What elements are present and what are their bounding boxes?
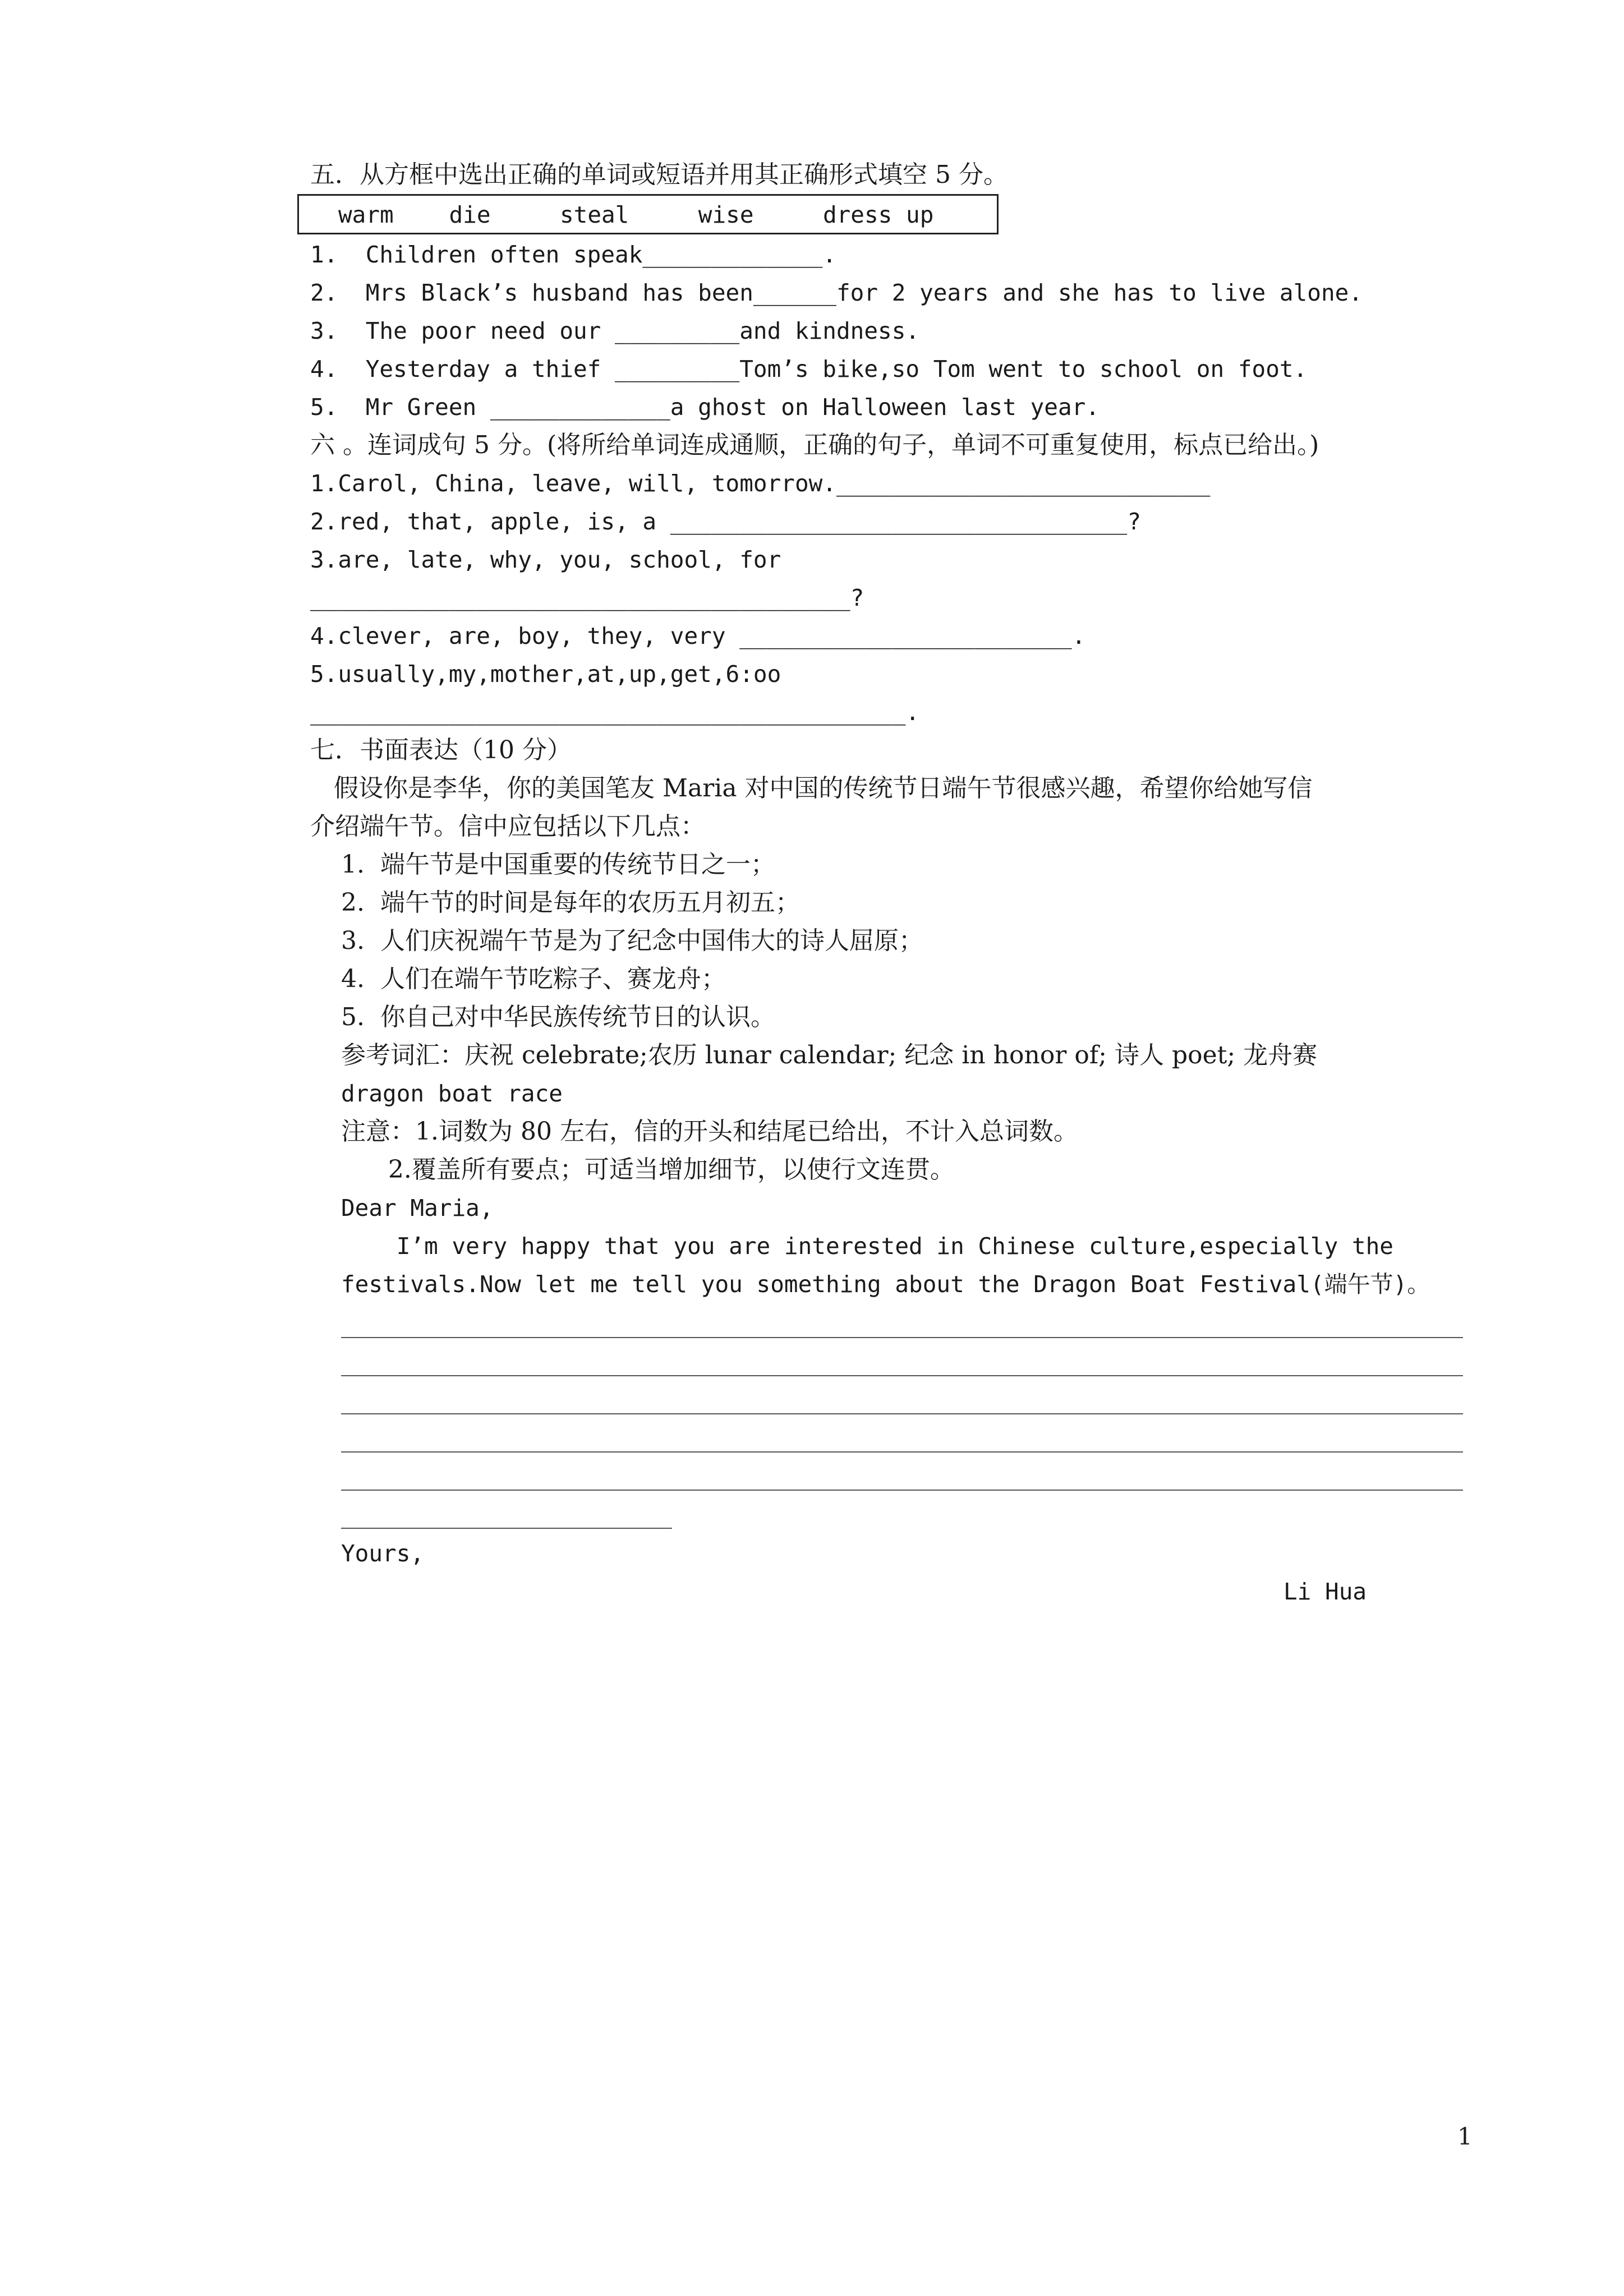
section7-vocab-line-2: dragon boat race (341, 1080, 563, 1107)
section7-note-line-1: 注意：1.词数为 80 左右，信的开头和结尾已给出，不计入总词数。 (341, 1117, 1078, 1146)
writing-line-3[interactable] (341, 1413, 1463, 1414)
word-box-words: warm die steal wise dress up (338, 201, 934, 228)
section6-item-2: 2.red, that, apple, is, a _________________________________? (310, 508, 1142, 535)
section6-item-4: 4.clever, are, boy, they, very ________________________. (310, 623, 1086, 649)
section7-point-4: 4. 人们在端午节吃粽子、赛龙舟； (341, 965, 726, 993)
section7-vocab-line-1: 参考词汇：庆祝 celebrate;农历 lunar calendar; 纪念 in honor of; 诗人 poet; 龙舟赛 (341, 1041, 1318, 1069)
letter-salutation: Dear Maria, (341, 1195, 494, 1221)
writing-line-4[interactable] (341, 1451, 1463, 1453)
writing-line-5[interactable] (341, 1490, 1463, 1491)
section7-note-line-2: 2.覆盖所有要点；可适当增加细节，以使行文连贯。 (341, 1155, 955, 1184)
section6-heading: 六 。连词成句 5 分。(将所给单词连成通顺，正确的句子，单词不可重复使用，标点已给出。) (310, 431, 1319, 459)
section7-prompt-line-1: 假设你是李华，你的美国笔友 Maria 对中国的传统节日端午节很感兴趣，希望你给她写信 (310, 774, 1313, 803)
letter-signature: Li Hua (1283, 1578, 1367, 1605)
section6-item-5: 5.usually,my,mother,at,up,get,6:oo (310, 661, 781, 688)
section5-item-1: 1. Children often speak_____________. (310, 241, 836, 268)
section6-item-1: 1.Carol, China, leave, will, tomorrow.___________________________ (310, 470, 1211, 497)
section5-heading: 五．从方框中选出正确的单词或短语并用其正确形式填空 5 分。 (310, 160, 1008, 189)
section7-point-5: 5. 你自己对中华民族传统节日的认识。 (341, 1003, 775, 1031)
section6-item-5-blank: ___________________________________________. (310, 699, 920, 726)
section7-prompt-line-2: 介绍端午节。信中应包括以下几点： (310, 812, 705, 841)
section7-point-1: 1. 端午节是中国重要的传统节日之一； (341, 850, 775, 879)
section6-item-3: 3.are, late, why, you, school, for (310, 546, 781, 573)
section5-item-3: 3. The poor need our _________and kindness. (310, 317, 920, 344)
section5-item-2: 2. Mrs Black’s husband has been______for 2 years and she has to live alone. (310, 279, 1363, 306)
section5-item-5: 5. Mr Green _____________a ghost on Halloween last year. (310, 394, 1099, 421)
word-box (297, 194, 999, 234)
section6-item-3-blank: _______________________________________? (310, 584, 864, 611)
letter-closing: Yours, (341, 1540, 425, 1567)
writing-line-2[interactable] (341, 1375, 1463, 1376)
writing-line-6[interactable] (341, 1528, 672, 1529)
writing-line-1[interactable] (341, 1337, 1463, 1338)
letter-line-1: I’m very happy that you are interested in Chinese culture,especially the (341, 1233, 1393, 1260)
section7-point-3: 3. 人们庆祝端午节是为了纪念中国伟大的诗人屈原； (341, 926, 923, 955)
section7-point-2: 2. 端午节的时间是每年的农历五月初五； (341, 888, 800, 917)
letter-line-2: festivals.Now let me tell you something about the Dragon Boat Festival(端午节)。 (341, 1271, 1430, 1298)
section5-item-4: 4. Yesterday a thief _________Tom’s bike,so Tom went to school on foot. (310, 356, 1308, 382)
page-number: 1 (1457, 2123, 1473, 2150)
section7-heading: 七．书面表达（10 分） (310, 736, 572, 764)
